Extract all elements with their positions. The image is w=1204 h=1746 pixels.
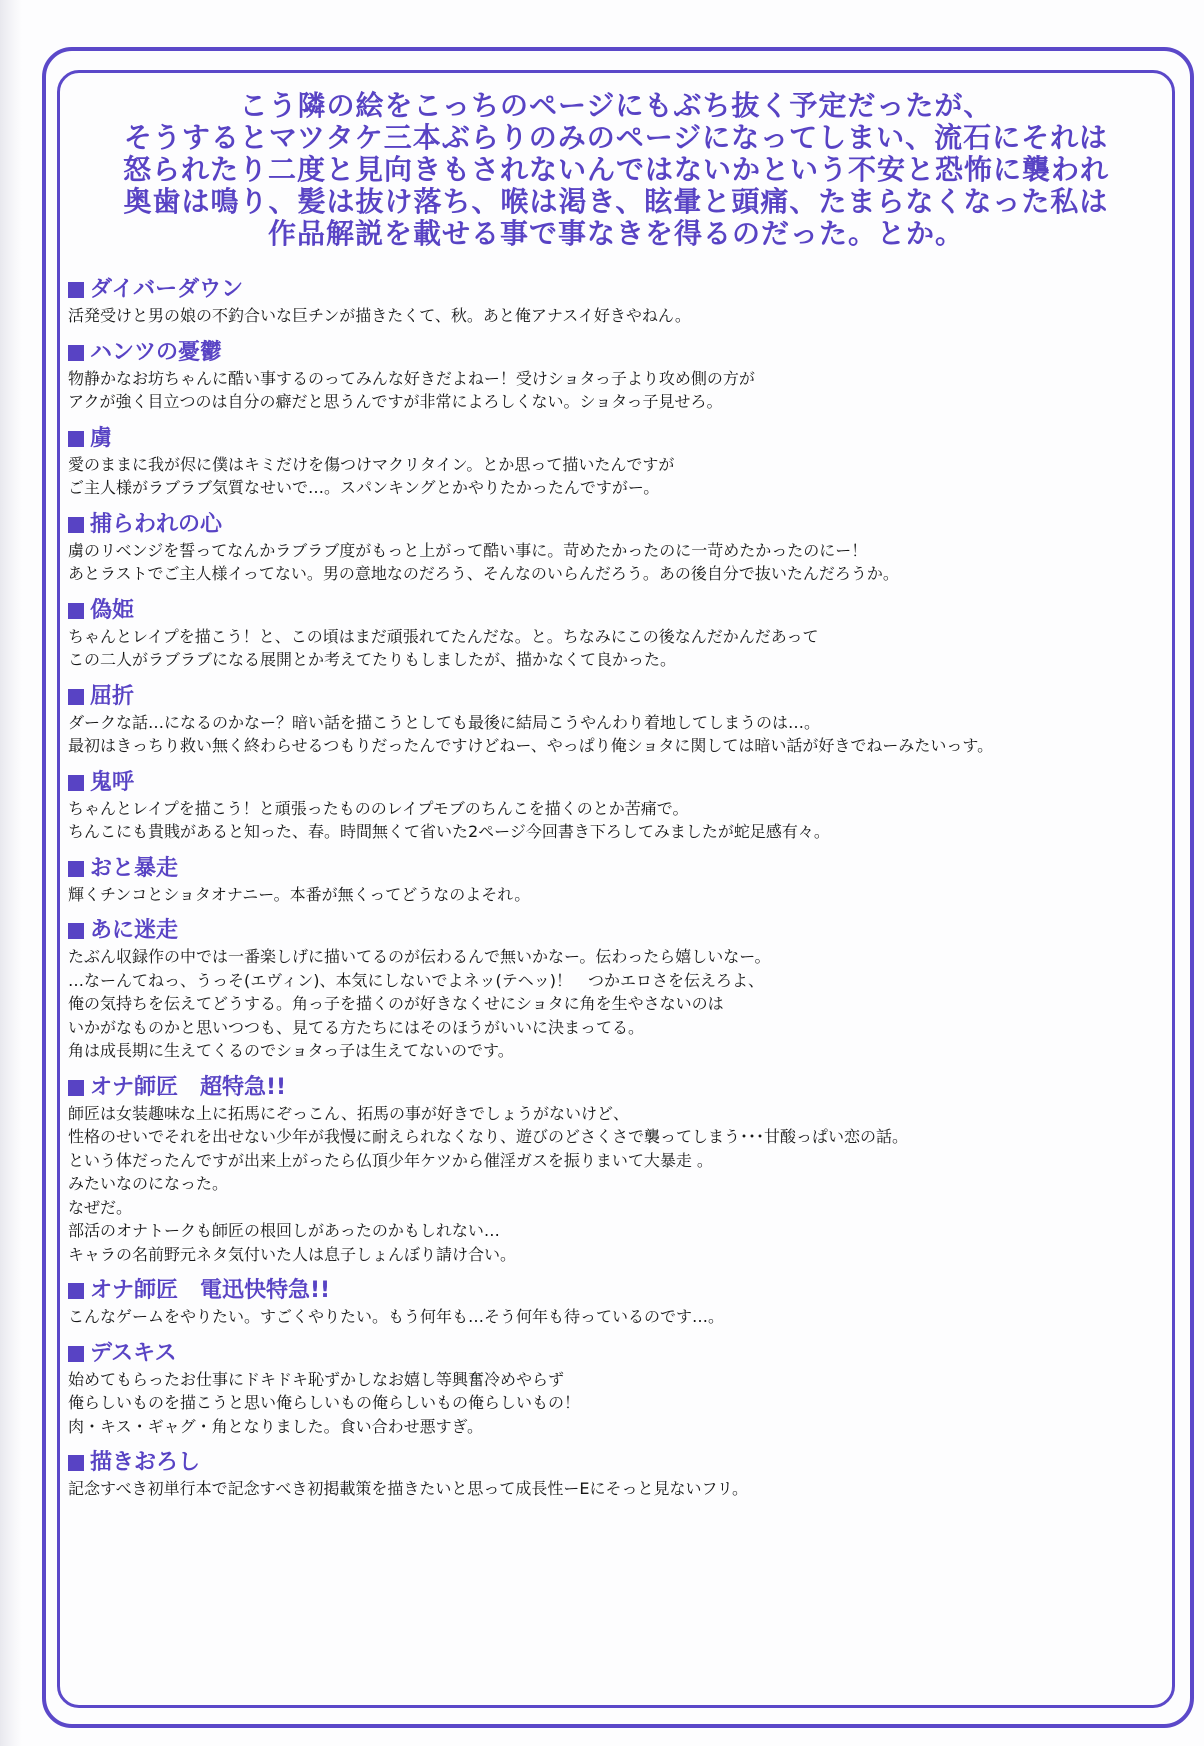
section-text-line: 俺らしいものを描こうと思い俺らしいもの俺らしいもの俺らしいもの！ <box>68 1393 581 1412</box>
commentary-section <box>64 339 1168 414</box>
section-heading <box>64 339 1168 367</box>
section-title: ダイバーダウン <box>90 277 244 302</box>
section-text-line: みたいなのになった。 <box>68 1174 229 1193</box>
commentary-section <box>64 597 1168 672</box>
commentary-section <box>64 276 1168 328</box>
commentary-section <box>64 1074 1168 1267</box>
section-title: 捕らわれの心 <box>90 511 223 537</box>
square-bullet-icon <box>68 1080 84 1096</box>
section-text-line: 俺の気持ちを伝えてどうする。角っ子を描くのが好きなくせにショタに角を生やさないのは <box>68 994 724 1013</box>
section-heading <box>64 597 1168 625</box>
square-bullet-icon <box>68 431 84 447</box>
section-heading <box>64 683 1168 711</box>
section-text-line: ご主人様がラブラブ気質なせいで…。スパンキングとかやりたかったんですがー。 <box>68 478 660 497</box>
section-heading <box>64 425 1168 453</box>
section-heading <box>64 855 1168 883</box>
section-heading <box>64 917 1168 945</box>
section-text-line: 肉・キス・ギャグ・角となりました。食い合わせ悪すぎ。 <box>68 1416 484 1436</box>
square-bullet-icon <box>68 775 84 791</box>
section-text-line: 輝くチンコとショタオナニー。本番が無くってどうなのよそれ。 <box>68 884 531 904</box>
section-text-line: 愛のままに我が侭に僕はキミだけを傷つけマクリタイン。とか思って描いたんですが <box>68 454 675 474</box>
section-title: 偽姫 <box>90 597 135 623</box>
commentary-section <box>64 425 1168 500</box>
section-title: 虜 <box>90 425 113 451</box>
section-heading <box>64 769 1168 797</box>
page-content <box>64 90 1168 1512</box>
square-bullet-icon <box>68 1346 84 1362</box>
section-text-line: いかがなものかと思いつつも、見てる方たちにはそのほうがいいに決まってる。 <box>68 1017 645 1037</box>
square-bullet-icon <box>68 689 84 705</box>
section-text-line: という体だったんですが出来上がったら仏頂少年ケツから催淫ガスを振りまいて大暴走 。 <box>68 1150 713 1170</box>
scan-edge <box>0 0 22 1746</box>
section-text-line: 記念すべき初単行本で記念すべき初掲載策を描きたいと思って成長性ーEにそっと見ないフリ。 <box>68 1479 749 1498</box>
section-title: 屈折 <box>90 683 135 709</box>
section-title: デスキス <box>90 1340 177 1366</box>
section-text-line: この二人がラブラブになる展開とか考えてたりもしましたが、描かなくて良かった。 <box>68 650 677 669</box>
section-text-line: 始めてもらったお仕事にドキドキ恥ずかしなお嬉し等興奮冷めやらず <box>68 1369 565 1389</box>
headline-line: 奥歯は鳴り、髪は抜け落ち、喉は渇き、眩暈と頭痛、たまらなくなった私は <box>123 185 1109 218</box>
section-text-line: たぶん収録作の中では一番楽しげに描いてるのが伝わるんで無いかなー。伝わったら嬉しいなー。 <box>68 947 771 966</box>
section-text-line: 部活のオナトークも師匠の根回しがあったのかもしれない… <box>68 1221 500 1240</box>
section-title: オナ師匠 超特急!! <box>90 1074 287 1100</box>
commentary-section <box>64 1449 1168 1501</box>
headline-line: そうするとマツタケ三本ぶらりのみのページになってしまい、流石にそれは <box>123 121 1109 154</box>
section-text-line: 性格のせいでそれを出せない少年が我慢に耐えられなくなり、遊びのどさくさで襲ってしまう･･･甘酸っぱい恋の話。 <box>68 1127 909 1146</box>
section-heading <box>64 1340 1168 1368</box>
section-text-line: 活発受けと男の娘の不釣合いな巨チンが描きたくて、秋。あと俺アナスイ好きやねん。 <box>68 306 691 325</box>
commentary-section <box>64 511 1168 586</box>
headline <box>64 90 1168 250</box>
commentary-section <box>64 1340 1168 1439</box>
square-bullet-icon <box>68 1283 84 1299</box>
section-text-line: ちゃんとレイプを描こう！と頑張ったもののレイプモブのちんこを描くのとか苦痛で。 <box>68 798 689 818</box>
square-bullet-icon <box>68 345 84 361</box>
section-heading <box>64 1074 1168 1102</box>
section-text-line: こんなゲームをやりたい。すごくやりたい。もう何年も…そう何年も待っているのです…。 <box>68 1307 725 1326</box>
commentary-section <box>64 683 1168 758</box>
section-text-line: 角は成長期に生えてくるのでショタっ子は生えてないのです。 <box>68 1041 514 1060</box>
headline-line: 怒られたり二度と見向きもされないんではないかという不安と恐怖に襲われ <box>122 153 1109 186</box>
section-text-line: 虜のリベンジを誓ってなんかラブラブ度がもっと上がって酷い事に。苛めたかったのに一苛めたかったのにー！ <box>68 540 868 560</box>
section-text-line: 師匠は女装趣味な上に拓馬にぞっこん、拓馬の事が好きでしょうがないけど、 <box>68 1103 629 1123</box>
section-text-line: ちゃんとレイプを描こう！と、この頃はまだ頑張れてたんだな。と。ちなみにこの後なんだかんだあって <box>68 626 819 646</box>
commentary-section <box>64 855 1168 907</box>
section-title: 描きおろし <box>90 1450 201 1475</box>
section-title: あに迷走 <box>90 918 179 943</box>
square-bullet-icon <box>68 282 84 298</box>
section-text-line: …なーんてねっ、うっそ(エヴィン)、本気にしないでよネッ(テヘッ)！ つかエロさを伝えろよ、 <box>68 970 765 990</box>
section-text-line: アクが強く目立つのは自分の癖だと思うんですが非常によろしくない。ショタっ子見せろ。 <box>68 392 723 411</box>
commentary-section <box>64 1277 1168 1329</box>
commentary-list <box>64 276 1168 1501</box>
section-text-line: 物静かなお坊ちゃんに酷い事するのってみんな好きだよねー！受けショタっ子より攻め側の方が <box>68 368 755 388</box>
square-bullet-icon <box>68 1455 84 1471</box>
section-title: おと暴走 <box>90 855 179 881</box>
section-title: 鬼呼 <box>90 769 135 795</box>
commentary-section <box>64 769 1168 844</box>
square-bullet-icon <box>68 517 84 533</box>
section-text-line: ちんこにも貴賎があると知った、春。時間無くて省いた2ページ今回書き下ろしてみましたが蛇足感有々。 <box>68 822 830 841</box>
section-heading <box>64 1449 1168 1477</box>
square-bullet-icon <box>68 861 84 877</box>
section-text-line: ダークな話…になるのかなー？暗い話を描こうとしても最後に結局こうやんわり着地してしまうのは…。 <box>68 712 821 732</box>
section-heading <box>64 511 1168 539</box>
section-title: ハンツの憂鬱 <box>90 339 223 365</box>
headline-line: 作品解説を載せる事で事なきを得るのだった。とか。 <box>267 217 964 250</box>
commentary-section <box>64 917 1168 1063</box>
section-text-line: 最初はきっちり救い無く終わらせるつもりだったんですけどねー、やっぱり俺ショタに関しては暗い話が好きでねーみたいっす。 <box>68 736 994 755</box>
section-heading <box>64 1277 1168 1305</box>
section-title: オナ師匠 電迅快特急!! <box>90 1278 331 1303</box>
section-heading <box>64 276 1168 304</box>
square-bullet-icon <box>68 603 84 619</box>
square-bullet-icon <box>68 923 84 939</box>
section-text-line: なぜだ。 <box>68 1197 133 1217</box>
headline-line: こう隣の絵をこっちのページにもぶち抜く予定だったが、 <box>239 89 993 122</box>
section-text-line: キャラの名前野元ネタ気付いた人は息子しょんぼり請け合い。 <box>68 1244 517 1264</box>
section-text-line: あとラストでご主人様イってない。男の意地なのだろう、そんなのいらんだろう。あの後自分で抜いたんだろうか。 <box>68 564 899 583</box>
